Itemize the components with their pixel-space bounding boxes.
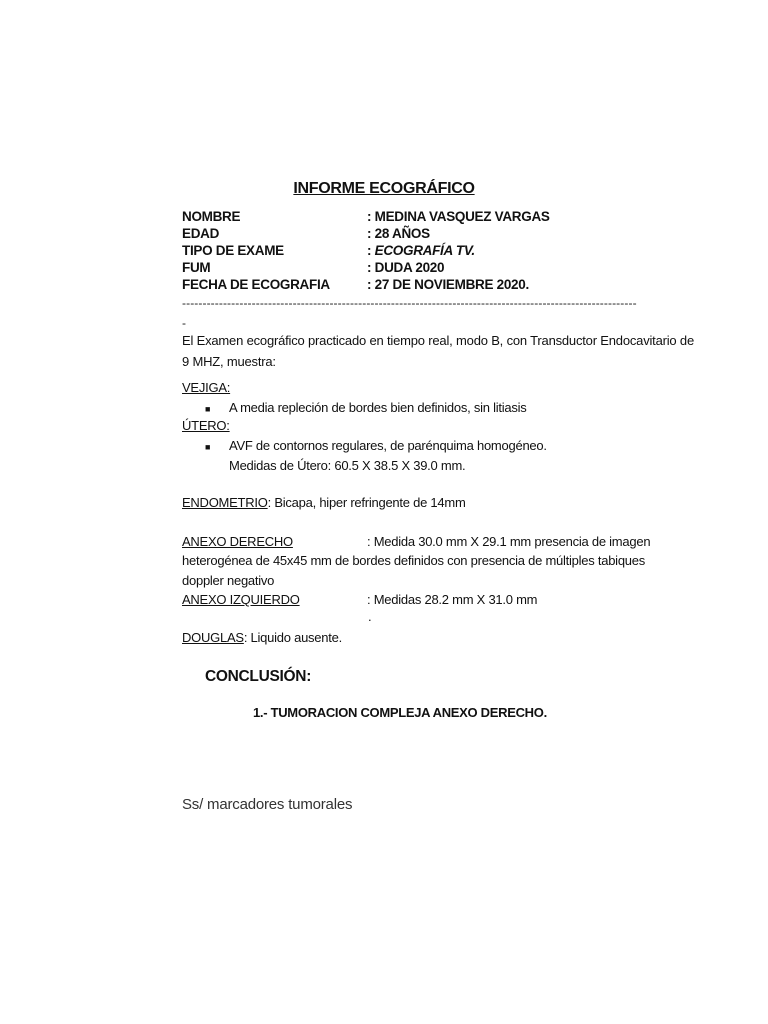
vejiga-heading: VEJIGA: — [182, 380, 231, 395]
bullet-icon: ■ — [205, 404, 211, 414]
vejiga-item: A media repleción de bordes bien definidos, sin litiasis — [229, 400, 527, 415]
utero-heading: ÚTERO: — [182, 418, 230, 433]
footnote: Ss/ marcadores tumorales — [182, 796, 353, 813]
field-value-fecha: : 27 DE NOVIEMBRE 2020. — [367, 277, 529, 292]
bullet-icon: ■ — [205, 442, 211, 452]
report-title: INFORME ECOGRÁFICO — [293, 180, 475, 197]
field-value-tipo — [367, 243, 475, 258]
field-label-fecha: FECHA DE ECOGRAFIA — [182, 277, 330, 292]
field-value-nombre: : MEDINA VASQUEZ VARGAS — [367, 209, 550, 224]
anexo-derecho-line3: doppler negativo — [182, 573, 275, 588]
field-value-tipo-text: ECOGRAFÍA TV. — [374, 243, 475, 258]
field-value-tipo-prefix: : — [367, 243, 375, 258]
utero-item: AVF de contornos regulares, de parénquima homogéneo. — [229, 438, 547, 453]
intro-paragraph: El Examen ecográfico practicado en tiempo real, modo B, con Transductor Endocavitario de 9 MHZ, muestra: — [182, 333, 694, 369]
conclusion-heading: CONCLUSIÓN: — [205, 668, 312, 685]
field-value-edad: : 28 AÑOS — [367, 226, 430, 241]
anexo-derecho-line1: : Medida 30.0 mm X 29.1 mm presencia de imagen — [367, 534, 651, 549]
douglas-heading: DOUGLAS — [182, 630, 244, 645]
endometrio-text: : Bicapa, hiper refringente de 14mm — [267, 495, 466, 510]
endometrio-heading: ENDOMETRIO — [182, 495, 268, 510]
douglas-line — [182, 630, 342, 645]
conclusion-item-1: 1.- TUMORACION COMPLEJA ANEXO DERECHO. — [253, 705, 547, 720]
separator-tail: - — [182, 316, 186, 330]
utero-measures: Medidas de Útero: 60.5 X 38.5 X 39.0 mm. — [229, 458, 466, 473]
field-label-nombre: NOMBRE — [182, 209, 241, 224]
anexo-derecho-heading: ANEXO DERECHO — [182, 534, 293, 549]
field-label-edad: EDAD — [182, 226, 220, 241]
anexo-izquierdo-text: : Medidas 28.2 mm X 31.0 mm — [367, 592, 538, 607]
field-label-tipo: TIPO DE EXAME — [182, 243, 284, 258]
anexo-izquierdo-heading: ANEXO IZQUIERDO — [182, 592, 300, 607]
anexo-derecho-line2: heterogénea de 45x45 mm de bordes definidos con presencia de múltiples tabiques — [182, 553, 646, 568]
field-value-fum: : DUDA 2020 — [367, 260, 445, 275]
anexo-izquierdo-dot: . — [368, 609, 372, 624]
field-label-fum: FUM — [182, 260, 211, 275]
separator-line: --------------------------------------------------------------------------------------------------------------- — [182, 296, 637, 310]
endometrio-line — [182, 495, 466, 510]
douglas-text: : Liquido ausente. — [243, 630, 342, 645]
